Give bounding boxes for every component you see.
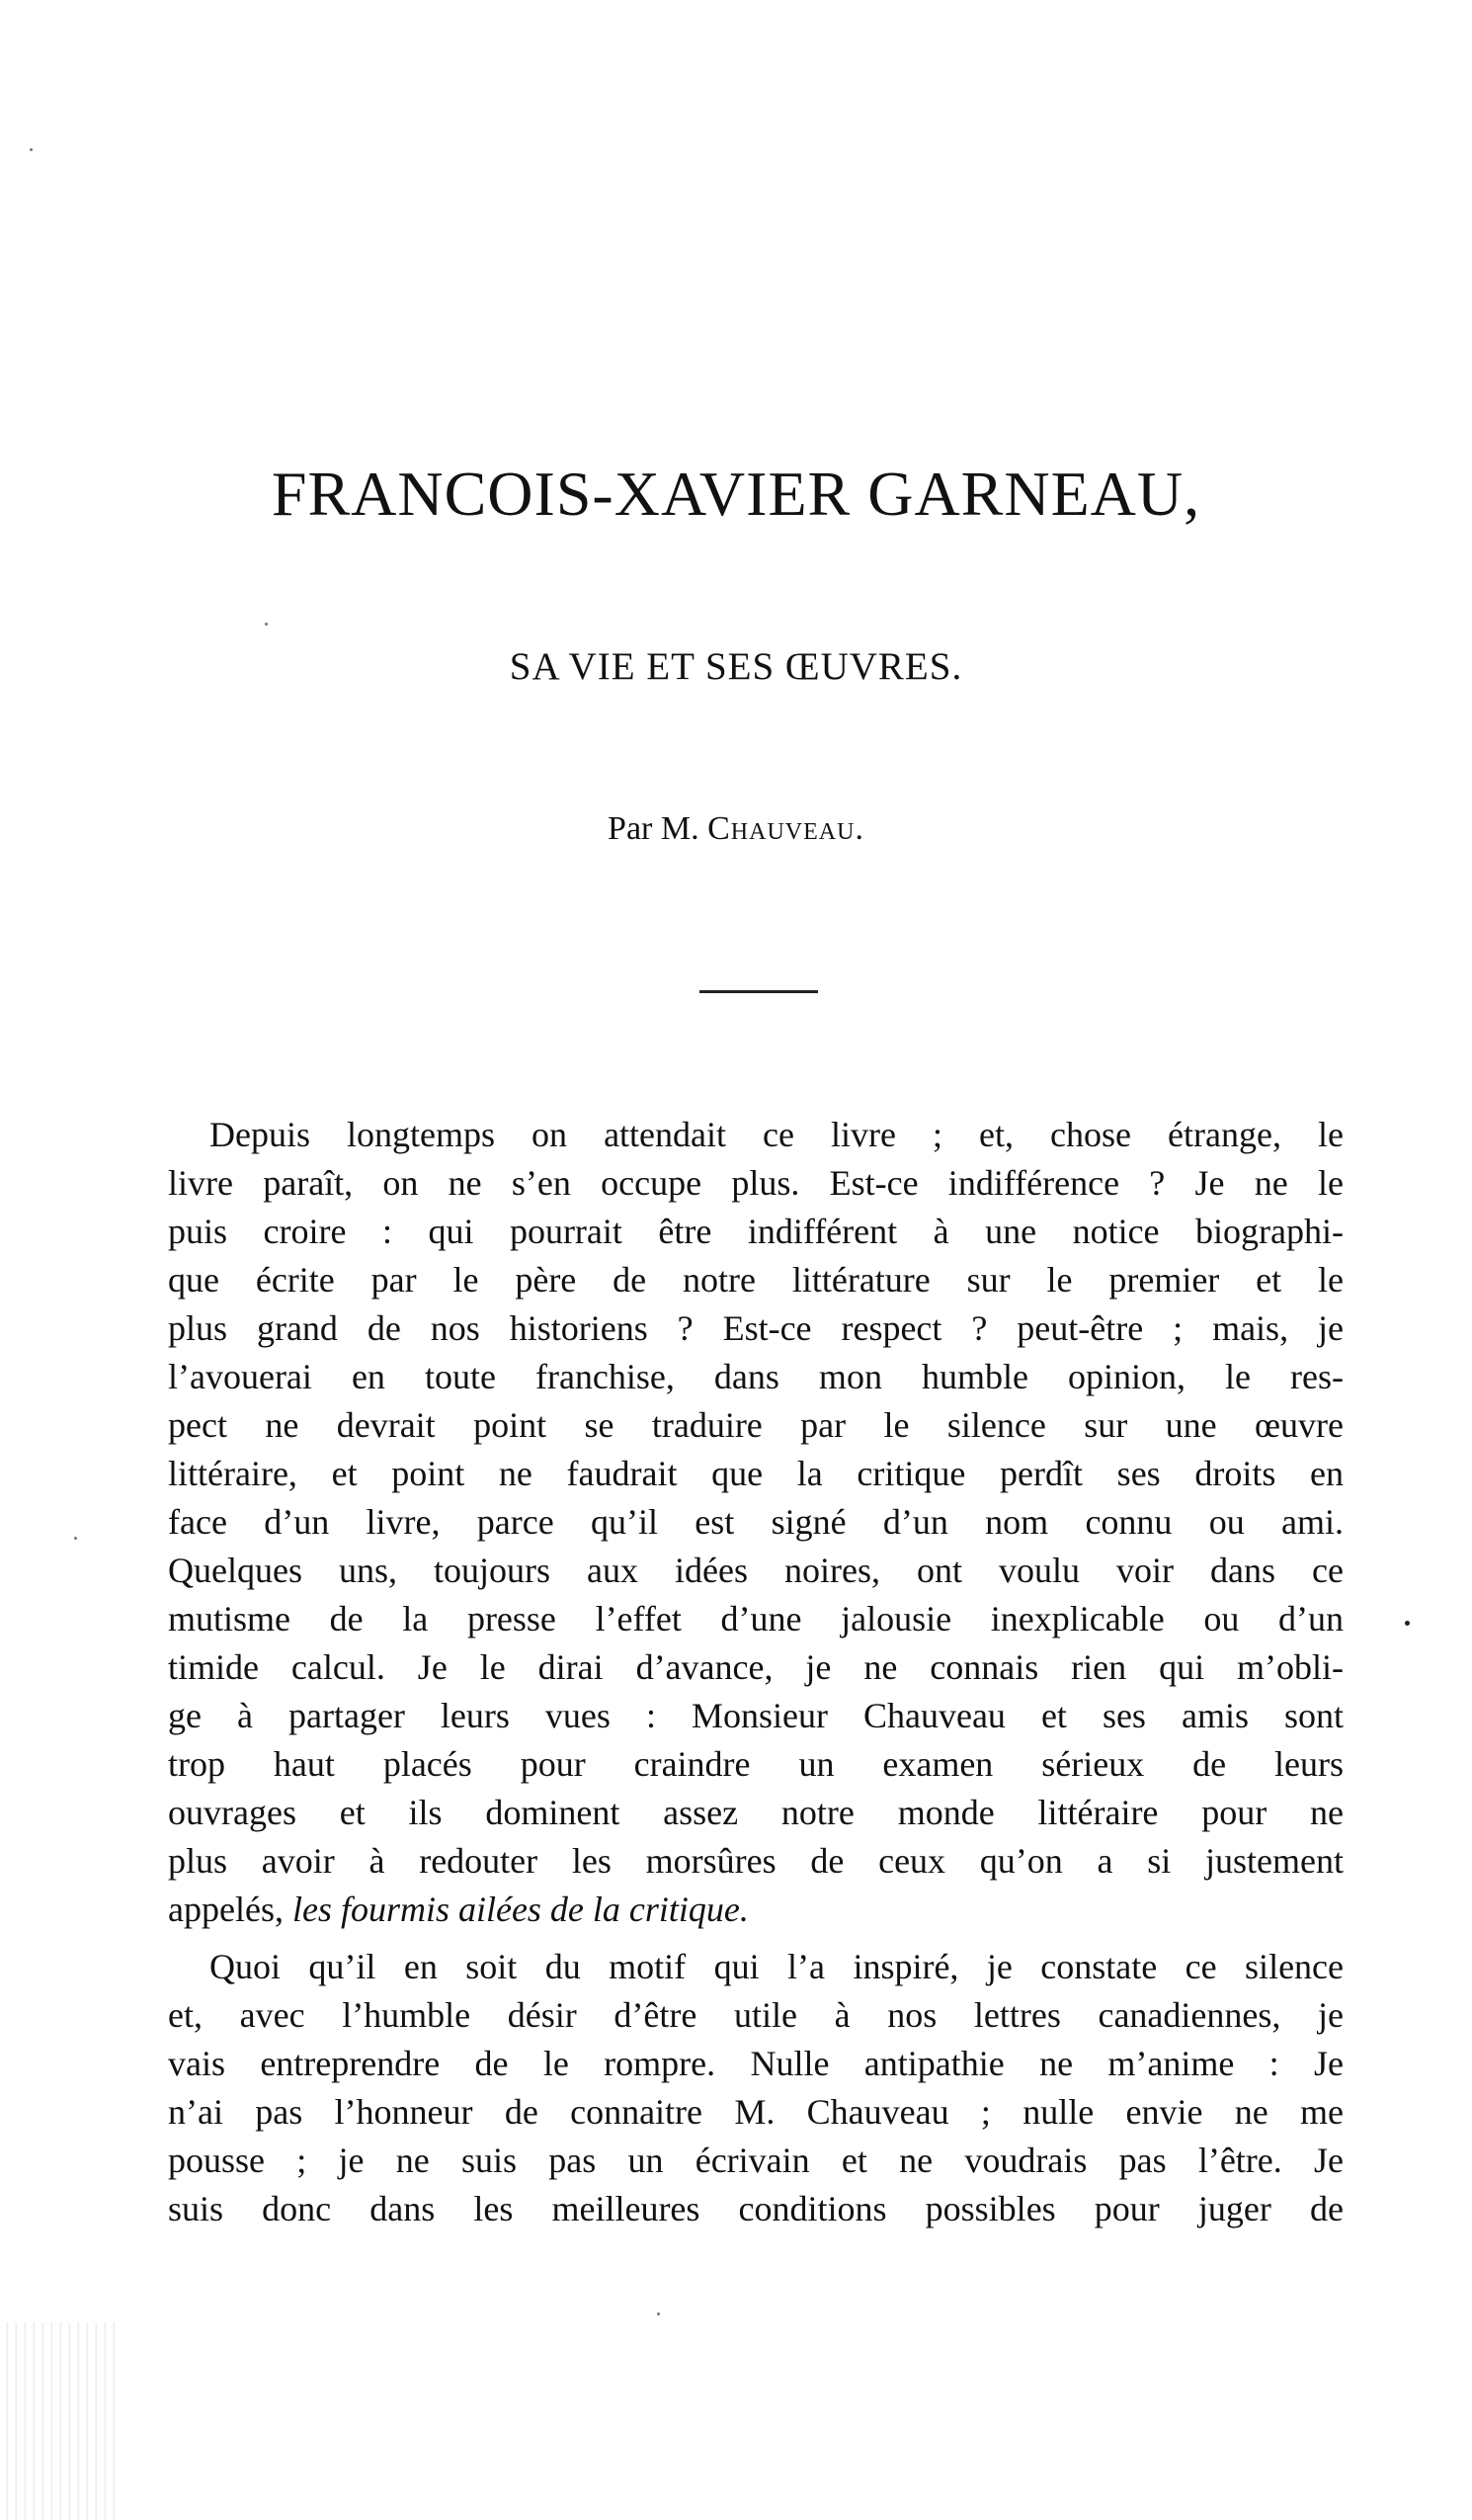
text-line: que écrite par le père de notre littérature sur le premier et le — [168, 1260, 1344, 1300]
text-line: mutisme de la presse l’effet d’une jalousie inexplicable ou d’un — [168, 1599, 1344, 1638]
author-name: Chauveau. — [707, 810, 864, 847]
text-line: littéraire, et point ne faudrait que la critique perdît ses droits en — [168, 1454, 1344, 1493]
text-line: l’avouerai en toute franchise, dans mon humble opinion, le res- — [168, 1357, 1344, 1396]
article-subtitle: SA VIE ET SES ŒUVRES. — [509, 645, 963, 688]
text-line: timide calcul. Je le dirai d’avance, je ne connais rien qui m’obli- — [168, 1647, 1344, 1687]
text-line: pect ne devrait point se traduire par le silence sur une œuvre — [168, 1405, 1344, 1445]
text-line: suis donc dans les meilleures conditions possibles pour juger de — [168, 2189, 1344, 2228]
paragraph-gap — [168, 1934, 1344, 1943]
text-line: Quelques uns, toujours aux idées noires, ont voulu voir dans ce — [168, 1551, 1344, 1590]
separator-rule — [699, 990, 818, 993]
scan-speck — [30, 148, 33, 151]
body-text — [168, 1111, 1344, 2233]
scan-speck — [74, 1537, 77, 1540]
text-line: Quoi qu’il en soit du motif qui l’a inspiré, je constate ce silence — [209, 1947, 1344, 1986]
text-line: pousse ; je ne suis pas un écrivain et ne voudrais pas l’être. Je — [168, 2141, 1344, 2180]
text-line: et, avec l’humble désir d’être utile à nos lettres canadiennes, je — [168, 1995, 1344, 2035]
scan-edge-noise — [0, 2322, 119, 2520]
text-line: face d’un livre, parce qu’il est signé d’un nom connu ou ami. — [168, 1502, 1344, 1542]
text-line: plus grand de nos historiens ? Est-ce respect ? peut-être ; mais, je — [168, 1308, 1344, 1348]
text-line: Depuis longtemps on attendait ce livre ; et, chose étrange, le — [209, 1115, 1344, 1154]
text-plain: appelés, — [168, 1890, 292, 1929]
text-line: trop haut placés pour craindre un examen sérieux de leurs — [168, 1744, 1344, 1784]
text-line-last — [168, 1886, 1344, 1934]
scan-speck — [657, 2312, 660, 2315]
text-line: livre paraît, on ne s’en occupe plus. Est-ce indifférence ? Je ne le — [168, 1163, 1344, 1203]
text-line: plus avoir à redouter les morsûres de ceux qu’on a si justement — [168, 1841, 1344, 1881]
article-title: FRANCOIS-XAVIER GARNEAU, — [271, 459, 1201, 529]
text-line: puis croire : qui pourrait être indifférent à une notice biographi- — [168, 1212, 1344, 1251]
text-italic-quote: les fourmis ailées de la critique. — [291, 1890, 749, 1929]
text-line: ge à partager leurs vues : Monsieur Chauveau et ses amis sont — [168, 1696, 1344, 1735]
text-line: vais entreprendre de le rompre. Nulle antipathie ne m’anime : Je — [168, 2044, 1344, 2083]
author-line — [0, 812, 1472, 846]
author-prefix: Par M. — [608, 810, 699, 847]
text-line: ouvrages et ils dominent assez notre monde littéraire pour ne — [168, 1793, 1344, 1832]
scan-speck — [1405, 1621, 1410, 1626]
text-line: n’ai pas l’honneur de connaitre M. Chauveau ; nulle envie ne me — [168, 2092, 1344, 2132]
scan-speck — [265, 623, 268, 626]
